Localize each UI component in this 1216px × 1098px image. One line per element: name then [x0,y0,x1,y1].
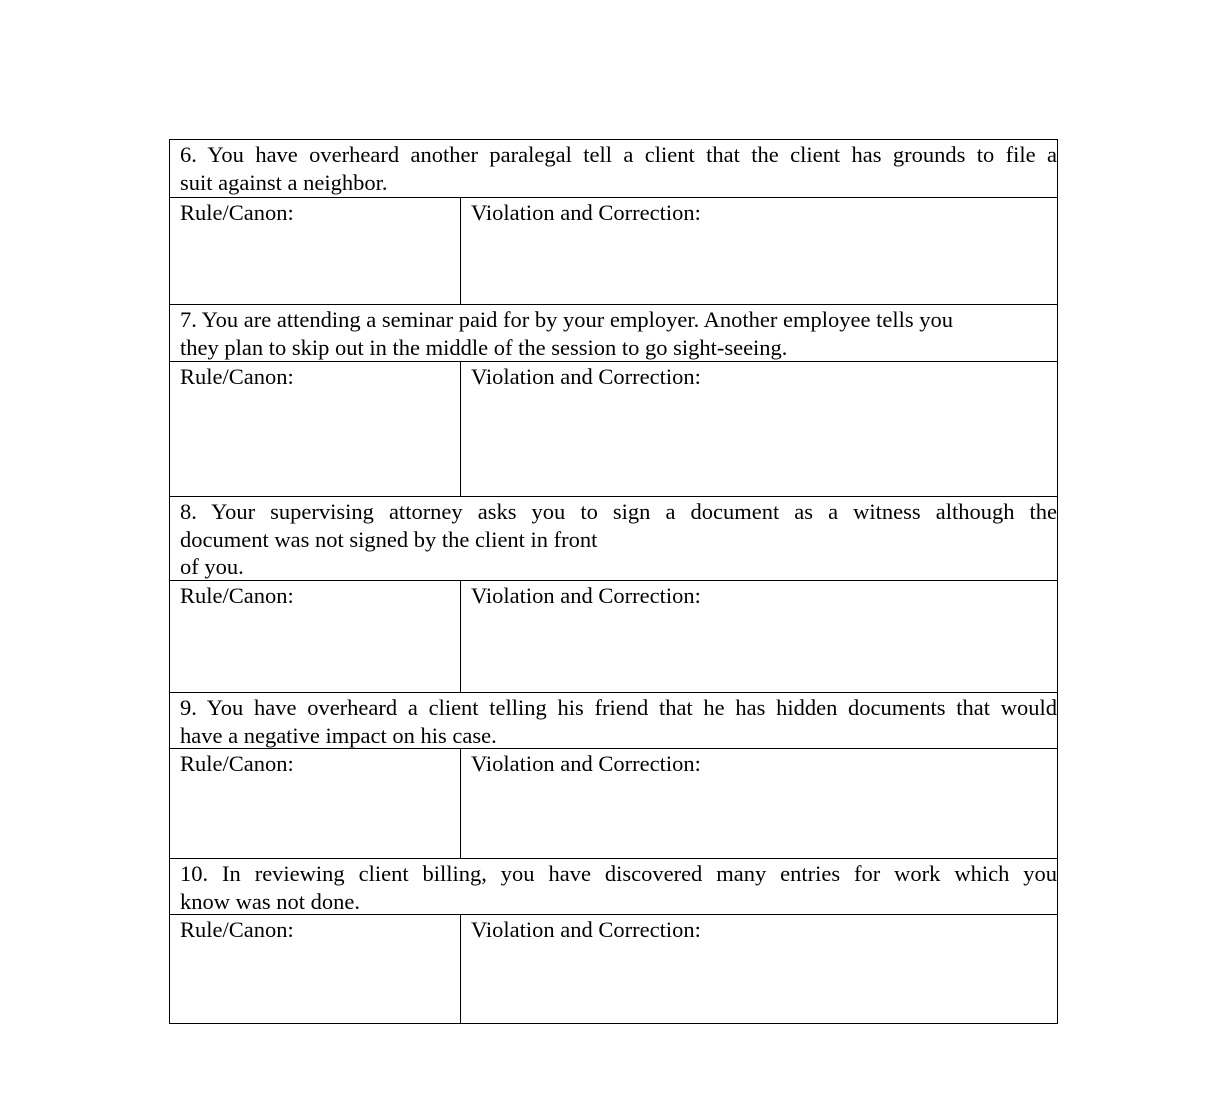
answer-row [170,362,1058,497]
rule-canon-cell[interactable] [170,749,461,858]
question-text [180,141,1057,196]
rule-canon-label: Rule/Canon: [180,364,294,389]
question-line: 8. Your supervising attorney asks you to sign a document as a witness although the [180,499,1057,524]
violation-correction-cell[interactable] [461,749,1058,858]
question-line: they plan to skip out in the middle of the session to go sight-seeing. [180,334,788,360]
question-row [170,140,1058,198]
question-line: of you. [180,554,244,579]
violation-correction-label: Violation and Correction: [471,917,701,942]
question-row [170,497,1058,581]
ethics-worksheet-table [169,139,1058,1024]
rule-canon-label: Rule/Canon: [180,751,294,776]
question-line: know was not done. [180,888,360,914]
violation-correction-label: Violation and Correction: [471,364,701,389]
answer-row [170,915,1058,1024]
question-text [180,694,1057,749]
question-line: 10. In reviewing client billing, you have discovered many entries for work which you [180,861,1057,886]
answer-row [170,581,1058,693]
answer-row [170,749,1058,859]
violation-correction-cell[interactable] [461,581,1058,692]
violation-correction-label: Violation and Correction: [471,200,701,225]
question-line: have a negative impact on his case. [180,722,497,748]
rule-canon-cell[interactable] [170,915,461,1023]
rule-canon-label: Rule/Canon: [180,583,294,608]
answer-row [170,198,1058,305]
question-text [180,306,1057,361]
question-line: 9. You have overheard a client telling his friend that he has hidden documents that would [180,695,1057,720]
question-line: document was not signed by the client in front [180,526,598,552]
rule-canon-label: Rule/Canon: [180,200,294,225]
question-line: suit against a neighbor. [180,169,388,195]
violation-correction-cell[interactable] [461,198,1058,304]
rule-canon-cell[interactable] [170,198,461,304]
question-row [170,693,1058,749]
rule-canon-cell[interactable] [170,362,461,496]
question-row [170,305,1058,362]
question-text [180,860,1057,915]
question-row [170,859,1058,915]
violation-correction-label: Violation and Correction: [471,751,701,776]
rule-canon-cell[interactable] [170,581,461,692]
question-line: 7. You are attending a seminar paid for by your employer. Another employee tells you [180,307,953,332]
violation-correction-cell[interactable] [461,915,1058,1023]
violation-correction-label: Violation and Correction: [471,583,701,608]
question-text [180,498,1057,581]
rule-canon-label: Rule/Canon: [180,917,294,942]
violation-correction-cell[interactable] [461,362,1058,496]
question-line: 6. You have overheard another paralegal tell a client that the client has grounds to file a [180,142,1057,167]
